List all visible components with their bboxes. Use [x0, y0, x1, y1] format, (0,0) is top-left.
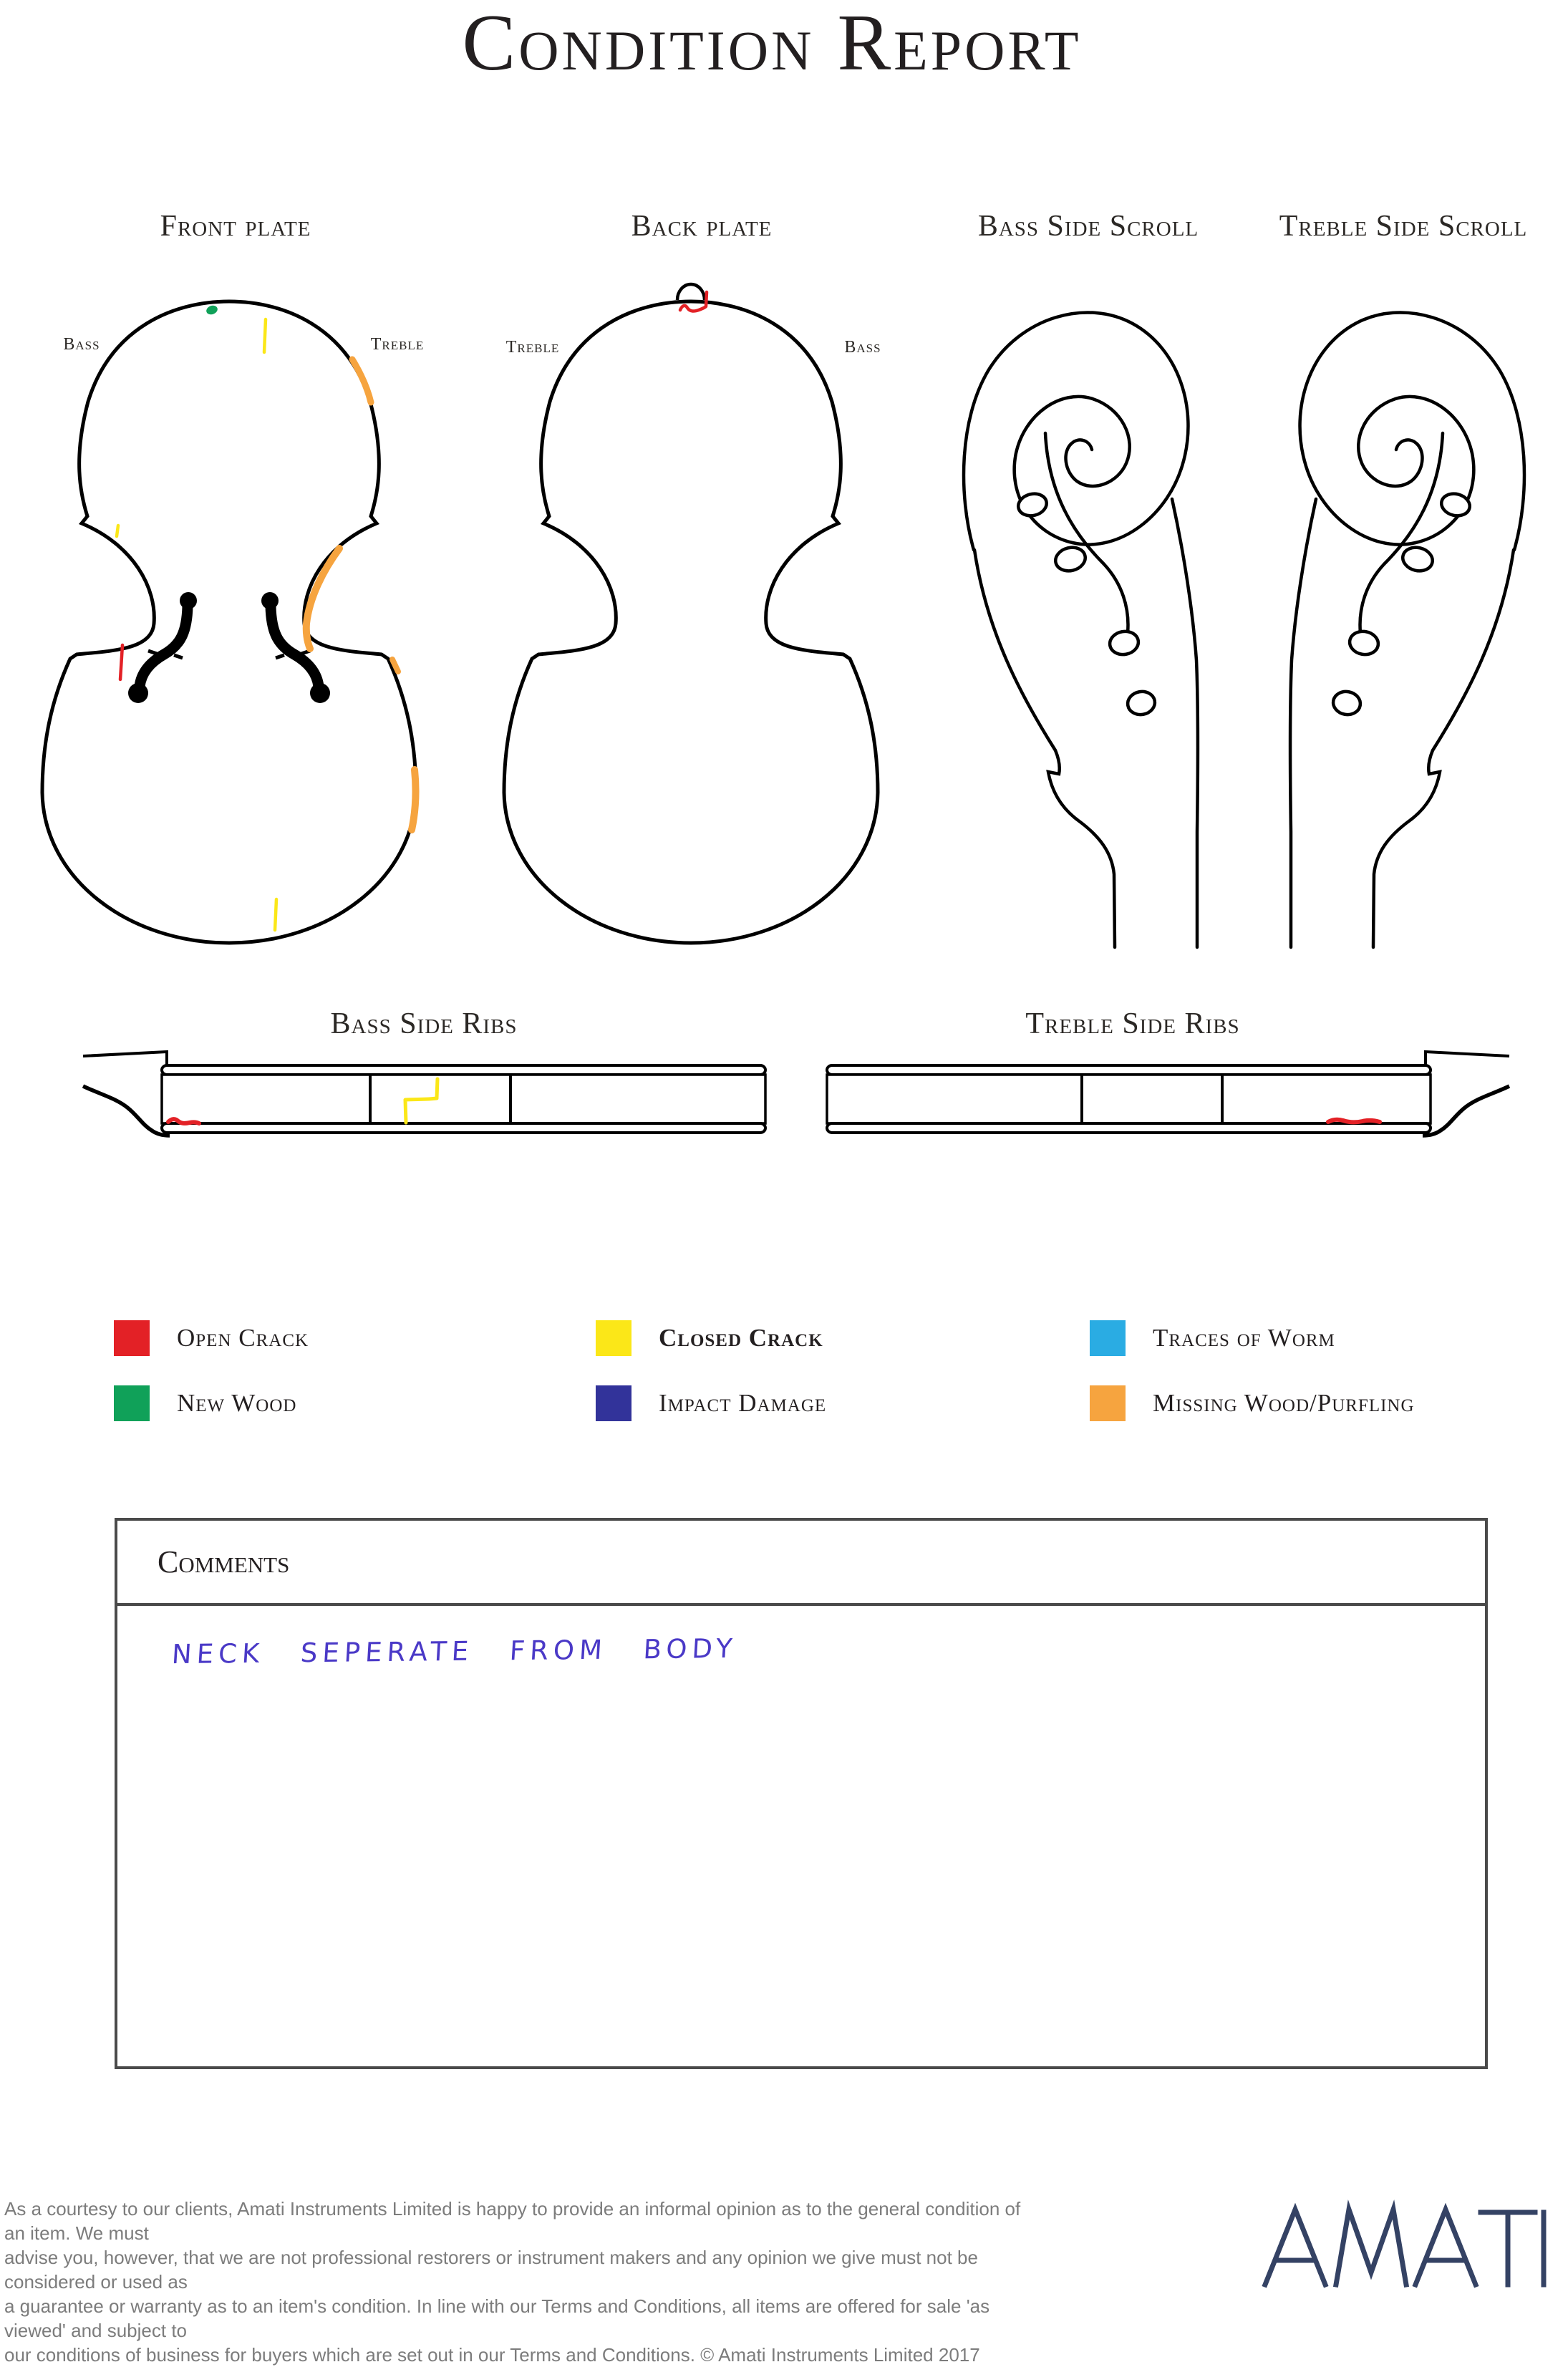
legend-swatch-missing-wood [1090, 1385, 1126, 1421]
comments-title: Comments [158, 1544, 290, 1579]
treble-ribs-diagram [823, 1042, 1517, 1138]
footer-line: As a courtesy to our clients, Amati Instruments Limited is happy to provide an informal opinion as to the general condition of an item. We must [4, 2198, 1021, 2244]
back-plate-treble-label: Treble [505, 338, 560, 357]
legend-swatch-traces-of-worm [1090, 1320, 1126, 1356]
rib-body [162, 1075, 765, 1123]
legend-swatch-closed-crack [596, 1320, 631, 1356]
front-plate-diagram [39, 297, 419, 949]
neck-heel-top [83, 1052, 167, 1065]
back-plate-title: Back plate [631, 210, 773, 243]
mark-closed-crack-bass-corner [117, 526, 118, 536]
back-plate-diagram [501, 297, 881, 949]
pegbox-right-wall [1172, 499, 1198, 947]
pegbox-left-wall [1373, 550, 1514, 947]
footer-line: our conditions of business for buyers which are set out in our Terms and Conditions. © Amati Instruments Limited 2017 [4, 2344, 980, 2366]
treble-scroll-title: Treble Side Scroll [1279, 210, 1528, 243]
rib-bottom-edge [827, 1123, 1431, 1133]
scroll-throat [1045, 433, 1128, 633]
rib-top-edge [827, 1065, 1431, 1075]
legend-swatch-impact-damage [596, 1385, 631, 1421]
pegbox-right-wall [1290, 499, 1316, 947]
treble-ribs-title: Treble Side Ribs [1025, 1007, 1240, 1040]
legend-label-new-wood: New Wood [177, 1389, 297, 1417]
neck-heel-top [1426, 1052, 1509, 1065]
legend-label-open-crack: Open Crack [177, 1324, 309, 1352]
legend-swatch-new-wood [114, 1385, 150, 1421]
front-plate-outline [42, 301, 416, 943]
comments-box [115, 1518, 1488, 2069]
legend-label-impact-damage: Impact Damage [659, 1389, 827, 1417]
footer-line: a guarantee or warranty as to an item's condition. In line with our Terms and Conditions, all items are offered for sale 'as viewed' and subject to [4, 2295, 990, 2341]
legend-swatch-open-crack [114, 1320, 150, 1356]
amati-logo-strokes [1265, 2209, 1544, 2285]
footer-disclaimer [4, 2197, 1035, 2367]
scroll-throat [1360, 433, 1443, 633]
pegbox-left-wall [974, 550, 1115, 947]
rib-top-edge [162, 1065, 765, 1075]
page-title: Condition Report [462, 0, 1082, 87]
bass-scroll-title: Bass Side Scroll [977, 210, 1199, 243]
mark-missing-lower-edge [412, 770, 416, 830]
bass-scroll-diagram [952, 279, 1203, 949]
handwritten-comment: NECK SEPERATE FROM BODY [170, 1632, 738, 1670]
legend-label-missing-wood: Missing Wood/Purfling [1153, 1389, 1415, 1417]
legend-label-closed-crack: Closed Crack [659, 1324, 823, 1352]
comments-header [117, 1521, 1485, 1606]
scroll-spiral [1300, 312, 1524, 550]
mark-closed-crack-bottom [275, 899, 276, 930]
treble-scroll-diagram [1285, 279, 1536, 949]
back-plate-bass-label: Bass [844, 338, 881, 357]
legend-label-traces-of-worm: Traces of Worm [1153, 1324, 1335, 1352]
front-plate-treble-label: Treble [370, 335, 425, 354]
bass-ribs-title: Bass Side Ribs [330, 1007, 518, 1040]
scroll-spiral [964, 312, 1188, 550]
front-plate-title: Front plate [160, 210, 311, 243]
bass-ribs-diagram [75, 1042, 770, 1138]
rib-bottom-edge [162, 1123, 765, 1133]
footer-line: advise you, however, that we are not professional restorers or instrument makers and any opinion we give must not be considered or used as [4, 2247, 978, 2293]
front-plate-bass-label: Bass [63, 335, 100, 354]
amati-logo [1262, 2207, 1549, 2287]
neck-heel-curve [83, 1086, 170, 1136]
mark-closed-crack-upper-bout [264, 319, 266, 352]
mark-open-crack-bass-fhole [120, 645, 122, 679]
neck-heel-curve [1423, 1086, 1509, 1136]
rib-body [827, 1075, 1431, 1123]
back-plate-button [677, 284, 705, 300]
back-plate-outline [504, 301, 878, 943]
